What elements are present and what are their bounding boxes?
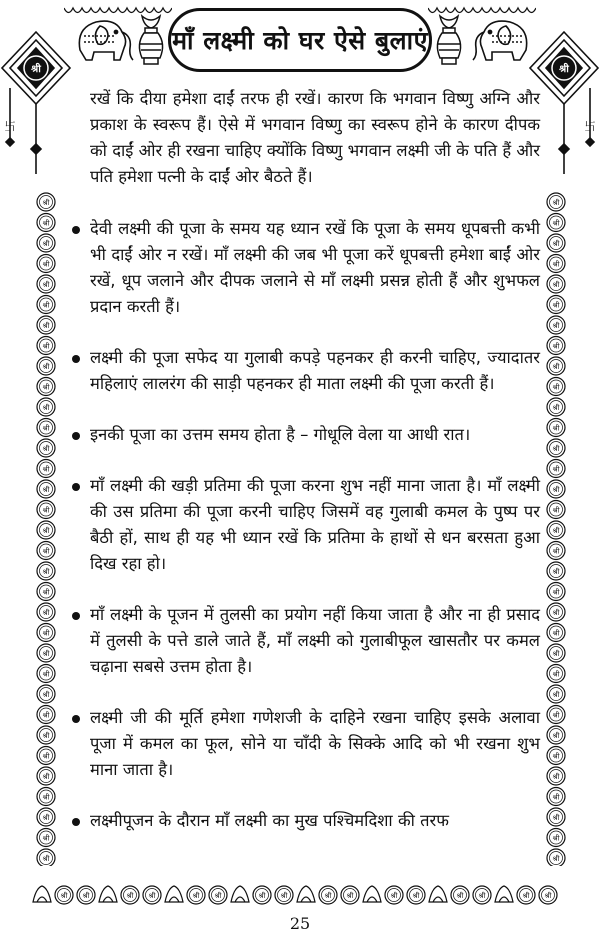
shri-medallion-icon — [37, 337, 55, 355]
svg-text:श्री: श्री — [42, 732, 50, 740]
shri-medallion-icon — [547, 829, 565, 847]
shri-medallion-icon — [547, 460, 565, 478]
shri-medallion-icon — [37, 439, 55, 457]
shri-medallion-icon — [547, 685, 565, 703]
svg-text:श्री: श्री — [552, 711, 560, 720]
svg-text:श्री: श्री — [552, 527, 560, 535]
shri-text: श्री — [31, 64, 41, 75]
shri-medallion-icon — [37, 706, 55, 724]
lotus-icon — [165, 886, 183, 902]
elephant-icon — [470, 10, 536, 66]
svg-text:श्री: श्री — [42, 650, 50, 658]
bullet-icon — [72, 818, 80, 826]
svg-text:श्री: श्री — [552, 465, 560, 474]
svg-text:श्री: श्री — [346, 892, 354, 900]
list-item-text: लक्ष्मी की पूजा सफेद या गुलाबी कपड़े पहनकर ही करनी चाहिए, ज्यादातर महिलाएं लालरंग की साड़ी पहनकर ही माता लक्ष्मी की पूजा करती हैं। — [90, 348, 540, 393]
list-item-text: माँ लक्ष्मी के पूजन में तुलसी का प्रयोग नहीं किया जाता है और ना ही प्रसाद में तुलसी के पत्ते डाले जाते हैं, माँ लक्ष्मी को गुलाबीफूल खासतौर पर कमल चढ़ाना सबसे उत्तम होता है। — [90, 605, 540, 676]
svg-text:श्री: श्री — [42, 793, 50, 802]
svg-text:श्री: श्री — [42, 752, 50, 761]
svg-text:श्री: श्री — [552, 445, 560, 453]
shri-medallion-icon — [547, 542, 565, 560]
svg-text:श्री: श्री — [552, 609, 560, 617]
shri-medallion-icon — [319, 886, 337, 904]
shri-medallion-icon — [473, 886, 491, 904]
bullet-icon — [72, 432, 80, 440]
page-title: माँ लक्ष्मी को घर ऐसे बुलाएं — [172, 26, 428, 55]
shri-medallion-icon — [37, 726, 55, 744]
svg-text:श्री: श्री — [42, 219, 50, 228]
shri-medallion-icon — [547, 419, 565, 437]
list-item-text: लक्ष्मीपूजन के दौरान माँ लक्ष्मी का मुख पश्चिमदिशा की तरफ — [90, 811, 450, 830]
shri-medallion-icon — [37, 747, 55, 765]
svg-text:श्री: श्री — [42, 486, 50, 494]
shri-medallion-icon — [547, 767, 565, 785]
shri-medallion-icon — [547, 398, 565, 416]
shri-medallion-icon — [547, 316, 565, 334]
shri-medallion-icon — [547, 480, 565, 498]
svg-text:श्री: श्री — [42, 609, 50, 617]
kalash-icon — [134, 14, 168, 70]
shri-medallion-icon — [37, 808, 55, 826]
shri-medallion-icon — [121, 886, 139, 904]
shri-medallion-icon — [37, 665, 55, 683]
list-item-text: इनकी पूजा का उत्तम समय होता है – गोधूलि वेला या आधी रात। — [90, 425, 471, 444]
shri-medallion-icon — [37, 603, 55, 621]
list-item — [60, 422, 540, 448]
list-item-text: लक्ष्मी जी की मूर्ति हमेशा गणेशजी के दाहिने रखना चाहिए इसके अलावा पूजा में कमल का फूल, सोने या चाँदी के सिक्के आदि को भी रखना शुभ माना जाता है। — [90, 708, 540, 779]
svg-text:श्री: श्री — [42, 670, 50, 679]
svg-text:श्री: श्री — [42, 363, 50, 371]
svg-text:श्री: श्री — [552, 424, 560, 433]
elephant-icon — [70, 10, 136, 66]
shri-medallion-icon — [547, 562, 565, 580]
svg-text:श्री: श्री — [552, 506, 560, 515]
svg-text:श्री: श्री — [552, 281, 560, 289]
svg-text:卐: 卐 — [584, 120, 596, 133]
shri-medallion-icon — [547, 275, 565, 293]
svg-text:श्री: श्री — [280, 892, 288, 900]
svg-text:श्री: श्री — [42, 547, 50, 556]
shri-medallion-icon — [539, 886, 557, 904]
shri-medallion-icon — [77, 886, 95, 904]
shri-medallion-icon — [37, 542, 55, 560]
svg-text:श्री: श्री — [42, 260, 50, 269]
shri-medallion-icon — [547, 214, 565, 232]
svg-text:श्री: श्री — [258, 892, 266, 900]
lotus-icon — [33, 886, 51, 902]
svg-text:श्री: श्री — [552, 301, 560, 310]
svg-text:श्री: श्री — [42, 568, 50, 576]
svg-text:श्री: श्री — [42, 281, 50, 289]
shri-medallion-icon — [37, 583, 55, 601]
shri-medallion-icon — [37, 275, 55, 293]
shri-medallion-icon — [253, 886, 271, 904]
svg-text:श्री: श्री — [42, 691, 50, 699]
list-item — [60, 602, 540, 680]
bullet-icon — [72, 483, 80, 491]
shri-medallion-icon — [547, 234, 565, 252]
svg-text:श्री: श्री — [552, 199, 560, 207]
svg-text:श्री: श्री — [42, 404, 50, 412]
shri-medallion-icon — [385, 886, 403, 904]
shri-medallion-icon — [547, 624, 565, 642]
svg-text:श्री: श्री — [552, 691, 560, 699]
svg-text:श्री: श्री — [42, 588, 50, 597]
shri-medallion-icon — [547, 849, 565, 866]
shri-medallion-icon — [187, 886, 205, 904]
list-item — [60, 705, 540, 783]
shri-border-left — [35, 192, 57, 866]
svg-text:श्री: श्री — [552, 322, 560, 330]
svg-text:श्री: श्री — [552, 732, 560, 740]
shri-medallion-icon — [547, 501, 565, 519]
svg-text:श्री: श्री — [544, 892, 552, 900]
shri-medallion-icon — [275, 886, 293, 904]
shri-medallion-icon — [547, 706, 565, 724]
page-number: 25 — [289, 914, 311, 933]
shri-medallion-icon — [37, 624, 55, 642]
lotus-icon — [495, 886, 513, 902]
bullet-icon — [72, 355, 80, 363]
shri-medallion-icon — [547, 726, 565, 744]
list-item — [60, 345, 540, 397]
lotus-icon — [231, 886, 249, 902]
svg-text:श्री: श्री — [552, 670, 560, 679]
svg-text:श्री: श्री — [42, 301, 50, 310]
shri-medallion-icon — [547, 747, 565, 765]
shri-medallion-icon — [547, 808, 565, 826]
svg-text:श्री: श्री — [552, 650, 560, 658]
shri-medallion-icon — [547, 521, 565, 539]
lotus-icon — [429, 886, 447, 902]
shri-medallion-icon — [547, 439, 565, 457]
svg-text:श्री: श्री — [552, 219, 560, 228]
shri-medallion-icon — [37, 398, 55, 416]
shri-medallion-icon — [547, 255, 565, 273]
bullet-icon — [72, 226, 80, 234]
shri-medallion-icon — [37, 849, 55, 866]
bullet-icon — [72, 715, 80, 723]
svg-text:श्री: श्री — [42, 322, 50, 330]
svg-text:श्री: श्री — [42, 711, 50, 720]
svg-text:श्री: श्री — [126, 892, 134, 900]
shri-medallion-icon — [37, 419, 55, 437]
svg-text:श्री: श्री — [192, 892, 200, 900]
shri-medallion-icon — [37, 480, 55, 498]
svg-text:श्री: श्री — [552, 486, 560, 494]
bullet-icon — [72, 612, 80, 620]
svg-text:श्री: श्री — [552, 834, 560, 843]
svg-text:श्री: श्री — [552, 814, 560, 822]
shri-medallion-icon — [547, 378, 565, 396]
svg-text:श्री: श्री — [552, 260, 560, 269]
shri-medallion-icon — [37, 378, 55, 396]
shri-medallion-icon — [547, 788, 565, 806]
shri-medallion-icon — [37, 316, 55, 334]
svg-text:श्री: श्री — [42, 855, 50, 863]
svg-text:श्री: श्री — [552, 342, 560, 351]
shri-medallion-icon — [407, 886, 425, 904]
svg-text:श्री: श्री — [552, 383, 560, 392]
shri-medallion-icon — [37, 460, 55, 478]
shri-medallion-icon — [37, 788, 55, 806]
shri-medallion-icon — [341, 886, 359, 904]
list-item — [60, 808, 540, 834]
shri-medallion-icon — [547, 603, 565, 621]
svg-text:श्री: श्री — [42, 445, 50, 453]
svg-text:श्री: श्री — [412, 892, 420, 900]
shri-medallion-icon — [547, 583, 565, 601]
svg-text:卐: 卐 — [4, 120, 16, 133]
svg-text:श्री: श्री — [42, 773, 50, 781]
svg-text:श्री: श्री — [42, 383, 50, 392]
lotus-icon — [99, 886, 117, 902]
svg-text:श्री: श्री — [552, 588, 560, 597]
shri-medallion-icon — [37, 829, 55, 847]
svg-text:श्री: श्री — [42, 506, 50, 515]
lotus-shri-border-bottom — [28, 878, 574, 910]
bullet-list — [60, 216, 540, 834]
shri-medallion-icon — [37, 685, 55, 703]
content-area — [60, 86, 540, 859]
shri-medallion-icon — [143, 886, 161, 904]
shri-medallion-icon — [37, 193, 55, 211]
svg-text:श्री: श्री — [42, 465, 50, 474]
svg-text:श्री: श्री — [456, 892, 464, 900]
title-banner — [168, 8, 432, 72]
shri-medallion-icon — [37, 644, 55, 662]
svg-text:श्री: श्री — [552, 773, 560, 781]
shri-medallion-icon — [37, 562, 55, 580]
shri-medallion-icon — [55, 886, 73, 904]
svg-text:श्री: श्री — [552, 629, 560, 638]
shri-medallion-icon — [547, 337, 565, 355]
svg-text:श्री: श्री — [42, 424, 50, 433]
svg-text:श्री: श्री — [552, 363, 560, 371]
shri-medallion-icon — [37, 501, 55, 519]
svg-text:श्री: श्री — [214, 892, 222, 900]
shri-medallion-icon — [37, 521, 55, 539]
svg-text:श्री: श्री — [552, 793, 560, 802]
svg-text:श्री: श्री — [552, 547, 560, 556]
svg-text:श्री: श्री — [42, 199, 50, 207]
svg-text:श्री: श्री — [42, 814, 50, 822]
svg-text:श्री: श्री — [60, 892, 68, 900]
shri-medallion-icon — [209, 886, 227, 904]
svg-text:श्री: श्री — [390, 892, 398, 900]
shri-medallion-icon — [37, 255, 55, 273]
svg-text:श्री: श्री — [552, 404, 560, 412]
lead-paragraph: रखें कि दीया हमेशा दाईं तरफ ही रखें। कारण कि भगवान विष्णु अग्नि और प्रकाश के स्वरूप हैं। ऐसे में भगवान विष्णु का स्वरूप होने के कारण दीपक को दाईं ओर ही रखना चाहिए क्योंकि विष्णु भगवान लक्ष्मी जी के पति हैं और पति हमेशा पत्नी के दाईं ओर बैठते हैं। — [90, 89, 540, 186]
lotus-icon — [297, 886, 315, 902]
svg-text:श्री: श्री — [552, 240, 560, 248]
list-item-text: माँ लक्ष्मी की खड़ी प्रतिमा की पूजा करना शुभ नहीं माना जाता है। माँ लक्ष्मी की उस प्रतिमा की पूजा करनी चाहिए जिसमें वह गुलाबी कमल के पुष्प पर बैठी हों, साथ ही यह भी ध्यान रखें कि प्रतिमा के हाथों से धन बरसता हुआ दिख रहा हो। — [90, 476, 540, 573]
svg-text:श्री: श्री — [552, 568, 560, 576]
svg-text:श्री: श्री — [522, 892, 530, 900]
svg-text:श्री: श्री — [552, 752, 560, 761]
list-item — [60, 216, 540, 320]
svg-text:श्री: श्री — [552, 855, 560, 863]
svg-text:श्री: श्री — [324, 892, 332, 900]
kalash-icon — [432, 14, 466, 70]
shri-medallion-icon — [451, 886, 469, 904]
svg-text:श्री: श्री — [42, 527, 50, 535]
svg-text:श्री: श्री — [478, 892, 486, 900]
svg-text:श्री: श्री — [42, 342, 50, 351]
shri-medallion-icon — [37, 296, 55, 314]
shri-medallion-icon — [547, 193, 565, 211]
shri-medallion-icon — [37, 767, 55, 785]
shri-medallion-icon — [547, 357, 565, 375]
list-item — [60, 473, 540, 577]
shri-medallion-icon — [37, 214, 55, 232]
svg-text:श्री: श्री — [82, 892, 90, 900]
shri-medallion-icon — [37, 234, 55, 252]
shri-border-right — [545, 192, 567, 866]
shri-medallion-icon — [547, 296, 565, 314]
shri-medallion-icon — [547, 665, 565, 683]
svg-text:श्री: श्री — [148, 892, 156, 900]
svg-text:श्री: श्री — [42, 240, 50, 248]
lotus-icon — [363, 886, 381, 902]
list-item-text: देवी लक्ष्मी की पूजा के समय यह ध्यान रखें कि पूजा के समय धूपबत्ती कभी भी दाईं ओर न रखें। माँ लक्ष्मी की जब भी पूजा करें धूपबत्ती हमेशा बाईं ओर रखें, धूप जलाने और दीपक जलाने से माँ लक्ष्मी प्रसन्न होती हैं और शुभफल प्रदान करती हैं। — [90, 219, 540, 316]
shri-medallion-icon — [37, 357, 55, 375]
shri-medallion-icon — [517, 886, 535, 904]
svg-text:श्री: श्री — [42, 834, 50, 843]
shri-text: श्री — [559, 64, 569, 75]
svg-text:श्री: श्री — [42, 629, 50, 638]
shri-medallion-icon — [547, 644, 565, 662]
